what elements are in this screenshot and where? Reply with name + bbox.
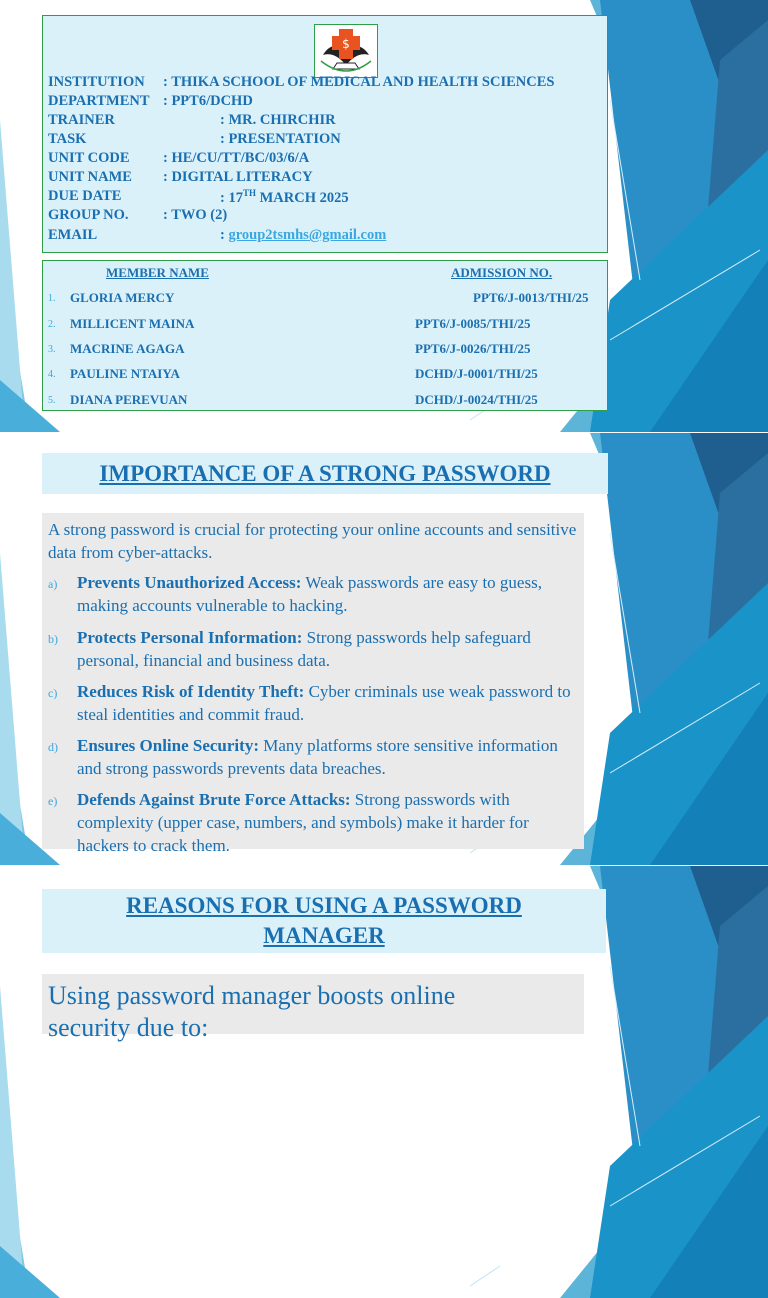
info-value: : DIGITAL LITERACY [163,169,313,185]
item-text: Cyber criminals use weak password to steal identities and commit fraud. [77,682,571,724]
info-due-date [48,188,349,206]
members-table [42,260,608,411]
school-crest-icon [314,24,378,78]
info-unit-code [48,150,310,167]
slide-importance [0,433,768,865]
content-panel [42,974,584,1042]
info-email: EMAIL : group2tsmhs@gmail.com [48,227,387,243]
item-heading: Ensures Online Security: [77,736,259,755]
slide-password-manager [0,866,768,1042]
item-text: Many platforms store sensitive information and strong passwords prevents data breaches. [77,736,558,778]
list-letter: d) [48,740,58,754]
info-label: GROUP NO. [48,207,129,223]
member-admission: PPT6/J-0013/THI/25 [473,290,589,305]
member-name: MILLICENT MAINA [70,316,195,331]
title-line: MANAGER [263,923,385,948]
list-letter: e) [48,794,58,808]
header-admission-no: ADMISSION NO. [451,265,553,280]
info-label: DUE DATE [48,188,122,204]
member-number: 4. [48,369,56,380]
info-label: EMAIL [48,227,98,243]
slide-title: IMPORTANCE OF A STRONG PASSWORD [42,453,608,494]
member-admission: DCHD/J-0024/THI/25 [415,392,538,407]
list-letter: c) [48,686,58,700]
info-value: : PPT6/DCHD [163,93,253,109]
item-text: Strong passwords help safeguard personal, financial and business data. [77,628,531,670]
info-value: : TWO (2) [163,207,228,223]
info-value: : THIKA SCHOOL OF MEDICAL AND HEALTH SCIENCES [163,74,555,90]
member-name: PAULINE NTAIYA [70,366,180,381]
item-heading: Reduces Risk of Identity Theft: [77,682,305,701]
member-number: 5. [48,395,56,406]
member-admission: DCHD/J-0001/THI/25 [415,366,538,381]
list-letter: b) [48,632,58,646]
info-unit-name [48,169,313,186]
info-value: : 17TH MARCH 2025 [220,188,349,206]
info-value: : HE/CU/TT/BC/03/6/A [163,150,310,166]
info-label: TRAINER [48,112,115,128]
slide-title [42,889,606,953]
intro-text: Using password manager boosts online security due to: [48,981,456,1042]
member-admission: PPT6/J-0026/THI/25 [415,341,531,356]
item-heading: Defends Against Brute Force Attacks: [77,790,351,809]
info-label: UNIT NAME [48,169,132,185]
info-value: : MR. CHIRCHIR [220,112,336,128]
info-group-no [48,207,228,224]
info-department [48,93,253,110]
info-label: UNIT CODE [48,150,130,166]
info-label: INSTITUTION [48,74,145,90]
item-text: Weak passwords are easy to guess, making accounts vulnerable to hacking. [77,573,542,615]
group-info-panel [42,15,608,253]
info-value: : PRESENTATION [220,131,341,147]
slide-cover [0,0,768,432]
svg-text:$: $ [342,37,350,51]
member-name: DIANA PEREVUAN [70,392,188,407]
intro-text: A strong password is crucial for protecting your online accounts and sensitive data from cyber-attacks. [48,520,577,562]
info-trainer [48,112,336,129]
info-institution [48,74,555,91]
header-member-name: MEMBER NAME [106,265,209,280]
list-letter: a) [48,577,58,591]
member-number: 2. [48,319,56,330]
email-link[interactable]: group2tsmhs@gmail.com [228,227,387,243]
item-text: Strong passwords with complexity (upper case, numbers, and symbols) make it harder for hackers to crack them. [77,790,529,855]
member-name: MACRINE AGAGA [70,341,185,356]
item-heading: Prevents Unauthorized Access: [77,573,302,592]
info-label: TASK [48,131,87,147]
info-task [48,131,341,148]
member-number: 1. [48,293,56,304]
title-line: REASONS FOR USING A PASSWORD [126,893,522,918]
info-label: DEPARTMENT [48,93,150,109]
content-panel [42,513,584,855]
member-name: GLORIA MERCY [70,290,175,305]
item-heading: Protects Personal Information: [77,628,303,647]
member-number: 3. [48,344,56,355]
member-admission: PPT6/J-0085/THI/25 [415,316,531,331]
